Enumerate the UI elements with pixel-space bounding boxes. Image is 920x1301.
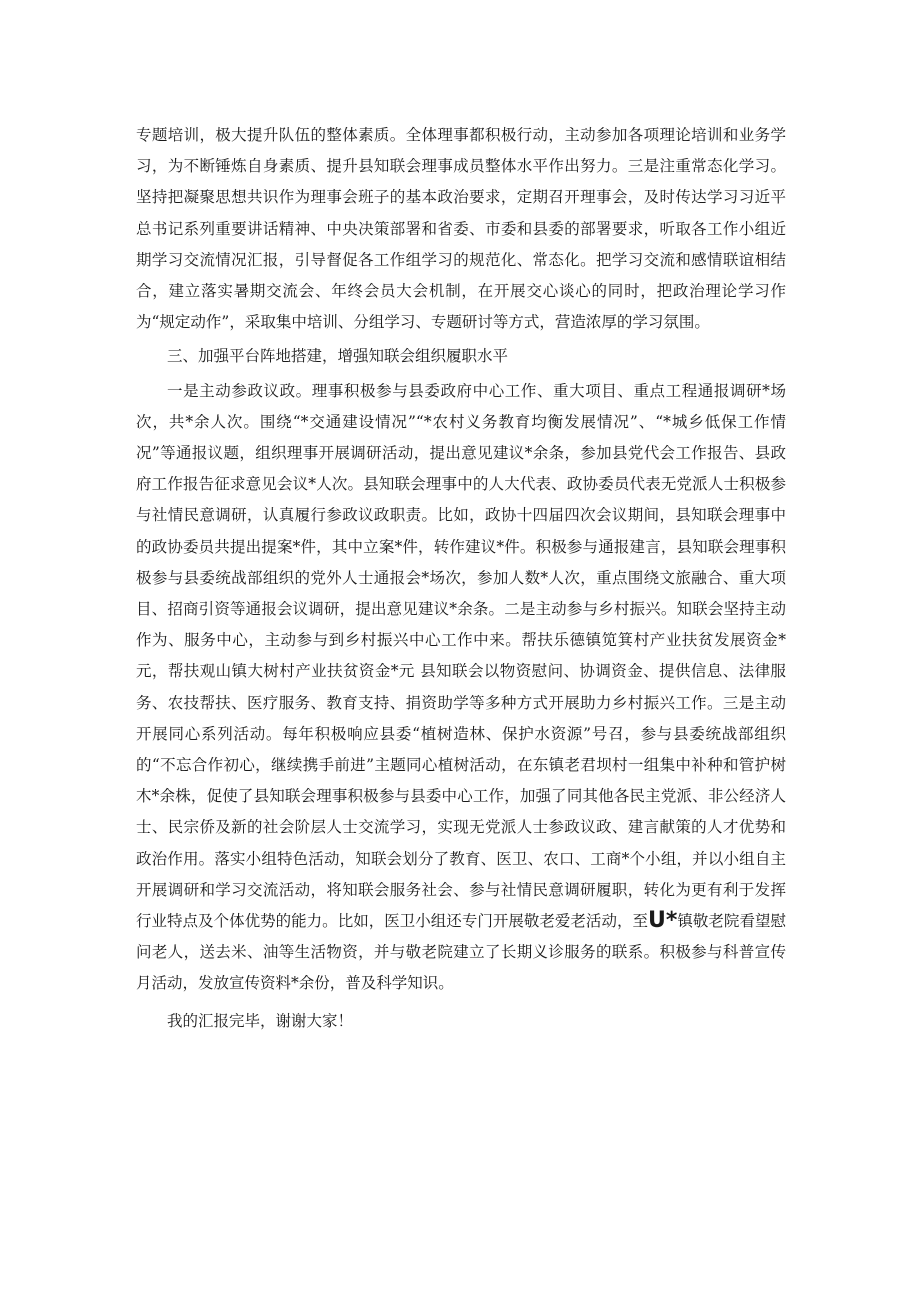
paragraph-section-three-text-b: 镇敬老院看望慰问老人，送去米、油等生活物资，并与敬老院建立了长期义诊服务的联系。积极参与科普宣传月活动，发放宣传资料*余份，普及科学知识。 (136, 912, 786, 993)
closing-line: 我的汇报完毕，谢谢大家！ (167, 1011, 354, 1030)
oversized-glyph: U* (648, 908, 678, 934)
paragraph-section-three-text-a: 一是主动参政议政。理事积极参与县委政府中心工作、重大项目、重点工程通报调研*场次，共*余人次。围绕“*交通建设情况”“*农村义务教育均衡发展情况”、“*城乡低保工作情况”等通报议题，组织理事开展调研活动，提出意见建议*余条，参加县党代会工作报告、县政府工作报告征求意见会议*人次。县知联会理事中的人大代表、政协委员代表无党派人士积极参与社情民意调研，认真履行参政议政职责。比如，政协十四届四次会议期间，县知联会理事中的政协委员共提出提案*件，其中立案*件，转作建议*件。积极参与通报建言，县知联会理事积极参与县委统战部组织的党外人士通报会*场次，参加人数*人次，重点围绕文旅融合、重大项目、招商引资等通报会议调研，提出意见建议*余条。二是主动参与乡村振兴。知联会坚持主动作为、服务中心，主动参与到乡村振兴中心工作中来。帮扶乐德镇笕箕村产业扶贫发展资金*元，帮扶观山镇大树村产业扶贫资金*元 县知联会以物资慰问、协调资金、提供信息、法律服务、农技帮扶、医疗服务、教育支持、捐资助学等多种方式开展助力乡村振兴工作。三是主动开展同心系列活动。每年积极响应县委“植树造林、保护水资源”号召，参与县委统战部组织的“不忘合作初心，继续携手前进”主题同心植树活动，在东镇老君坝村一组集中补种和管护树木*余株，促使了县知联会理事积极参与县委中心工作，加强了同其他各民主党派、非公经济人士、民宗侨及新的社会阶层人士交流学习，实现无党派人士参政议政、建言献策的人才优势和政治作用。落实小组特色活动，知联会划分了教育、医卫、农口、工商*个小组，并以小组自主开展调研和学习交流活动，将知联会服务社会、参与社情民意调研履职，转化为更有利于发挥行业特点及个体优势的能力。比如，医卫小组还专门开展敬老爱老活动，至 (136, 381, 786, 931)
paragraph-section-three (136, 376, 786, 1000)
document-body (136, 120, 786, 1037)
paragraph-continued: 专题培训，极大提升队伍的整体素质。全体理事都积极行动，主动参加各项理论培训和业务学习，为不断锤炼自身素质、提升县知联会理事成员整体水平作出努力。三是注重常态化学习。坚持把凝聚思想共识作为理事会班子的基本政治要求，定期召开理事会，及时传达学习习近平总书记系列重要讲话精神、中央决策部署和省委、市委和县委的部署要求，听取各工作小组近期学习交流情况汇报，引导督促各工作组学习的规范化、常态化。把学习交流和感情联谊相结合，建立落实暑期交流会、年终会员大会机制，在开展交心谈心的同时，把政治理论学习作为“规定动作”，采取集中培训、分组学习、专题研讨等方式，营造浓厚的学习氛围。 (136, 126, 786, 332)
section-heading: 三、加强平台阵地搭建，增强知联会组织履职水平 (167, 347, 509, 366)
